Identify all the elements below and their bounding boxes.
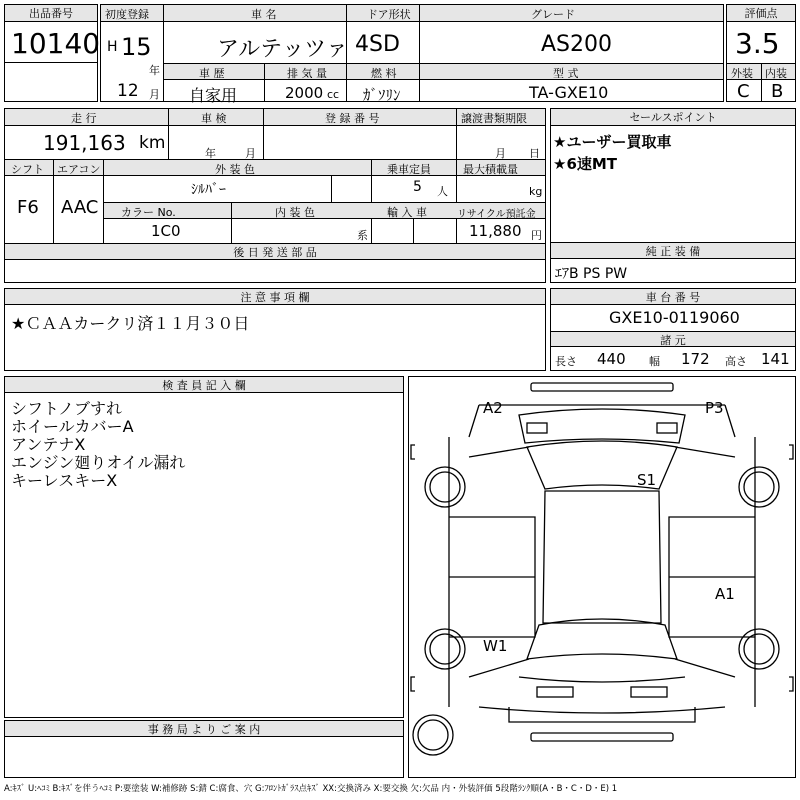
import-label: 輸 入 車 — [387, 206, 427, 219]
door-type: 4SD — [355, 32, 400, 57]
color-no-label: カラー No. — [121, 206, 176, 219]
capacity-label: 乗車定員 — [387, 163, 431, 176]
interior-color-label: 内 装 色 — [275, 206, 315, 219]
era: H — [107, 39, 118, 55]
inspector-line: ホイールカバーA — [11, 417, 134, 436]
vehicle-info-box — [100, 4, 724, 105]
length: 440 — [597, 350, 626, 368]
height-label: 高さ — [725, 355, 747, 368]
color-number: 1C0 — [151, 222, 181, 240]
car-name-label: 車 名 — [251, 8, 277, 21]
equipment-value: ｴｱB PS PW — [555, 266, 628, 282]
height: 141 — [761, 350, 790, 368]
inspector-line: キーレスキーX — [11, 471, 118, 490]
lot-number-label: 出品番号 — [5, 5, 97, 22]
damage-mark-a2: A2 — [483, 399, 503, 417]
recycle-fee: 11,880 — [469, 222, 522, 240]
displacement-unit: cc — [327, 88, 340, 101]
inspection-year-unit: 年 — [205, 147, 216, 160]
inspector-line: アンテナX — [11, 435, 86, 454]
history: 自家用 — [189, 86, 238, 105]
interior-grade: B — [771, 81, 784, 102]
damage-mark-p3: P3 — [705, 399, 724, 417]
fuel-label: 燃 料 — [371, 67, 397, 80]
sales-point-line: ★6速MT — [553, 155, 618, 173]
office-label: 事 務 局 よ り ご 案 内 — [5, 721, 403, 737]
car-name: アルテッツァ — [217, 37, 348, 62]
damage-diagram — [408, 376, 796, 778]
capacity: 5 — [413, 179, 422, 195]
equipment-box — [550, 242, 796, 283]
dims-label: 諸 元 — [551, 332, 795, 347]
mileage-label: 走 行 — [71, 112, 97, 125]
width-label: 幅 — [649, 355, 660, 368]
lot-number: 10140 — [11, 27, 101, 60]
inspector-line: シフトノブすれ — [11, 399, 123, 418]
office-box — [4, 720, 404, 778]
transfer-month-unit: 月 — [495, 147, 506, 160]
ac: AAC — [61, 197, 99, 218]
chassis-label: 車 台 番 号 — [551, 289, 795, 305]
recycle-label: リサイクル預託金 — [457, 209, 536, 220]
ac-label: エアコン — [57, 163, 101, 176]
vehicle-detail-box — [4, 108, 546, 283]
inspector-line: エンジン廻りオイル漏れ — [11, 453, 186, 472]
notes-text: ★ＣＡＡカークリ済１１月３０日 — [11, 314, 250, 333]
load-unit: kg — [529, 185, 543, 198]
plate-label: 登 録 番 号 — [325, 112, 380, 125]
notes-label: 注 意 事 項 欄 — [5, 289, 545, 305]
color-label: 外 装 色 — [215, 163, 255, 176]
score-box — [726, 4, 796, 102]
mileage-unit: km — [139, 133, 166, 153]
month-unit: 月 — [149, 88, 160, 101]
equipment-label: 純 正 装 備 — [551, 243, 795, 259]
width: 172 — [681, 350, 710, 368]
interior-label: 内装 — [765, 67, 787, 80]
lot-number-box — [4, 4, 101, 102]
recycle-unit: 円 — [531, 229, 542, 242]
sales-point-label: セールスポイント — [551, 109, 795, 126]
inspector-box — [4, 376, 404, 718]
displacement-label: 排 気 量 — [287, 67, 327, 80]
inspection-label: 車 検 — [201, 112, 227, 125]
first-reg-label: 初度登録 — [105, 8, 149, 21]
exterior-color: ｼﾙﾊﾞｰ — [191, 182, 226, 198]
notes-box — [4, 288, 546, 371]
transfer-label: 譲渡書類期限 — [461, 112, 527, 125]
mileage: 191,163 — [43, 131, 126, 155]
shift-label: シフト — [11, 163, 44, 176]
inspection-month-unit: 月 — [245, 147, 256, 160]
chassis-number: GXE10-0119060 — [609, 308, 740, 327]
exterior-label: 外装 — [731, 67, 753, 80]
legend-text: A:ｷｽﾞ U:ﾍｺﾐ B:ｷｽﾞを伴うﾍｺﾐ P:要塗装 W:補修跡 S:錆 C:腐食、穴 G:ﾌﾛﾝﾄｶﾞﾗｽ点ｷｽﾞ XX:交換済み X:要交換 欠:欠品 内・外装評価 5段階ﾗﾝｸ順(A・B・C・D・E) 1 — [4, 784, 618, 794]
year-unit: 年 — [149, 64, 160, 77]
sales-point-line: ★ユーザー買取車 — [553, 133, 672, 151]
interior-unit: 系 — [357, 229, 368, 242]
first-reg-month: 12 — [117, 81, 139, 101]
load-label: 最大積載量 — [463, 163, 518, 176]
displacement: 2000 — [285, 84, 324, 102]
exterior-grade: C — [737, 81, 750, 102]
damage-mark-a1: A1 — [715, 585, 735, 603]
grade-label: グレード — [531, 8, 575, 21]
capacity-unit: 人 — [437, 185, 448, 198]
later-parts-label: 後 日 発 送 部 品 — [5, 244, 545, 260]
damage-mark-s1: S1 — [637, 471, 657, 489]
sales-point-box — [550, 108, 796, 243]
model-code: TA-GXE10 — [529, 83, 609, 102]
grade: AS200 — [541, 32, 613, 57]
score: 3.5 — [735, 27, 780, 60]
score-label: 評価点 — [727, 5, 795, 22]
inspector-label: 検 査 員 記 入 欄 — [5, 377, 403, 393]
damage-mark-w1: W1 — [483, 637, 508, 655]
chassis-box — [550, 288, 796, 371]
transfer-day-unit: 日 — [529, 147, 540, 160]
history-label: 車 歴 — [199, 67, 225, 80]
shift: F6 — [17, 197, 39, 218]
door-label: ドア形状 — [367, 8, 411, 21]
fuel: ｶﾞｿﾘﾝ — [363, 86, 401, 104]
first-reg-year: 15 — [121, 33, 152, 61]
car-diagram — [409, 377, 795, 777]
model-label: 型 式 — [553, 67, 579, 80]
length-label: 長さ — [555, 355, 577, 368]
